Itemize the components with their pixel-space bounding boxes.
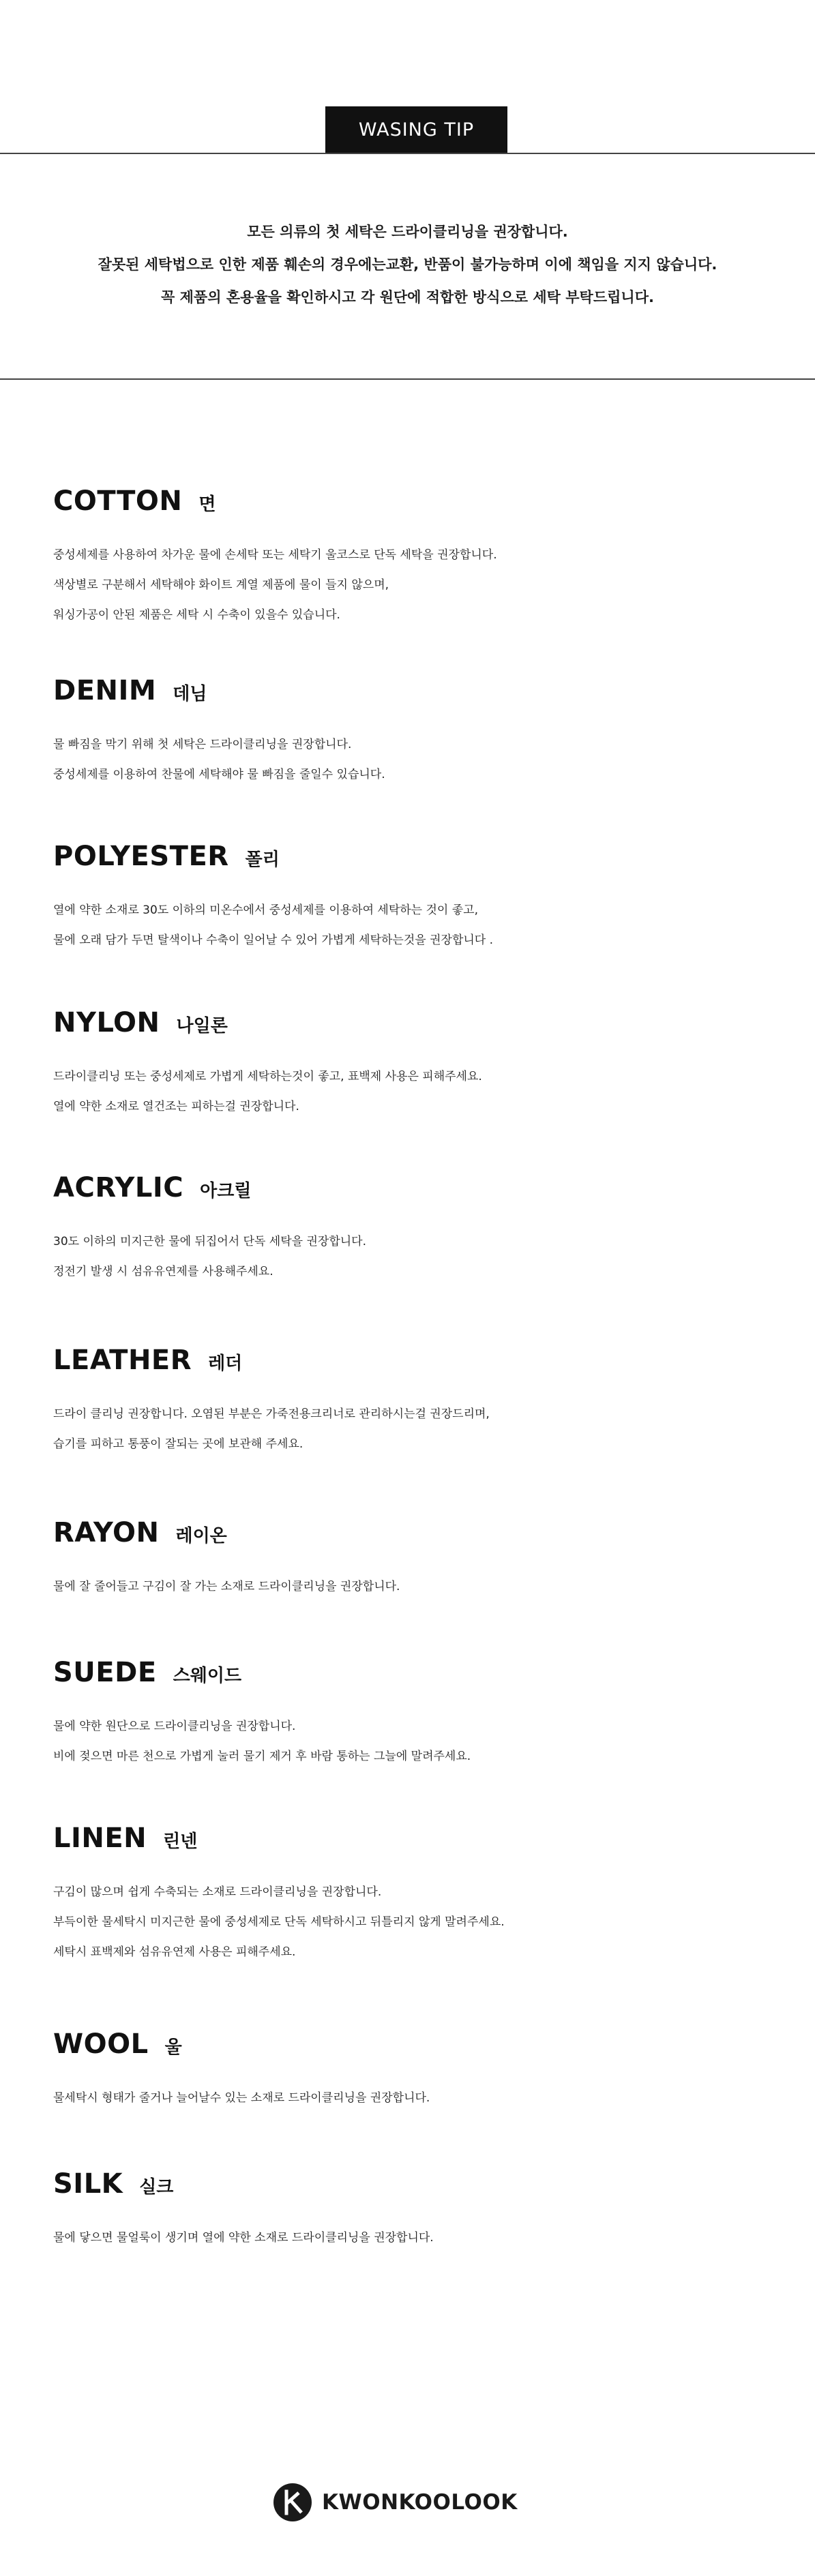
section-text-line: 워싱가공이 안된 제품은 세탁 시 수축이 있을수 있습니다.: [53, 608, 340, 622]
section-acrylic: [53, 1172, 790, 1287]
notice-line: 모든 의류의 첫 세탁은 드라이클리닝을 권장합니다.: [247, 224, 568, 240]
section-text-line: 물에 잘 줄어들고 구김이 잘 가는 소재로 드라이클리닝을 권장합니다.: [53, 1580, 400, 1593]
section-text-line: 중성세제를 이용하여 찬물에 세탁해야 물 빠짐을 줄일수 있습니다.: [53, 768, 385, 781]
section-title-ko: 스웨이드: [173, 1666, 242, 1686]
section-text-line: 물세탁시 형태가 줄거나 늘어날수 있는 소재로 드라이클리닝을 권장합니다.: [53, 2091, 430, 2105]
section-title-ko: 레더: [208, 1353, 243, 1374]
section-text-line: 비에 젖으면 마른 천으로 가볍게 눌러 물기 제거 후 바람 통하는 그늘에 말려주세요.: [53, 1750, 471, 1763]
section-title-ko: 울: [164, 2037, 182, 2058]
section-text-line: 습기를 피하고 통풍이 잘되는 곳에 보관해 주세요.: [53, 1437, 303, 1451]
section-text-line: 세탁시 표백제와 섬유유연제 사용은 피해주세요.: [53, 1945, 296, 1959]
section-text-line: 물 빠짐을 막기 위해 첫 세탁은 드라이클리닝을 권장합니다.: [53, 738, 352, 751]
section-wool: [53, 2028, 790, 2113]
section-cotton: [53, 485, 790, 630]
section-title-en: COTTON: [53, 485, 183, 517]
section-text-line: 정전기 발생 시 섬유유연제를 사용해주세요.: [53, 1265, 273, 1278]
section-text-line: 색상별로 구분해서 세탁해야 화이트 계열 제품에 물이 들지 않으며,: [53, 578, 389, 592]
section-linen: [53, 1823, 790, 1967]
section-title-en: LINEN: [53, 1823, 147, 1854]
wasing-tip-badge: WASING TIP: [325, 106, 507, 153]
section-text-line: 부득이한 물세탁시 미지근한 물에 중성세제로 단독 세탁하시고 뒤틀리지 않게 말려주세요.: [53, 1915, 505, 1929]
washing-notice: [0, 215, 815, 314]
section-text-line: 물에 약한 원단으로 드라이클리닝을 권장합니다.: [53, 1720, 296, 1733]
brand-mark-icon: [273, 2483, 312, 2522]
section-leather: [53, 1345, 790, 1459]
section-text-line: 열에 약한 소재로 열건조는 피하는걸 권장합니다.: [53, 1100, 299, 1113]
section-title-en: LEATHER: [53, 1345, 192, 1376]
section-text-line: 중성세제를 사용하여 차가운 물에 손세탁 또는 세탁기 울코스로 단독 세탁을 권장합니다.: [53, 548, 497, 562]
section-denim: [53, 675, 790, 790]
brand-logo: [273, 2482, 518, 2523]
section-title-en: POLYESTER: [53, 841, 229, 872]
section-text-line: 드라이 클리닝 권장합니다. 오염된 부분은 가죽전용크리너로 관리하시는걸 권장드리며,: [53, 1407, 490, 1421]
section-title-ko: 폴리: [245, 850, 280, 870]
section-title-ko: 나일론: [176, 1016, 228, 1036]
section-title-ko: 데님: [173, 684, 207, 704]
header-divider-line: [0, 153, 815, 154]
notice-divider-line: [0, 378, 815, 380]
section-silk: [53, 2168, 790, 2253]
section-title-ko: 실크: [139, 2177, 174, 2198]
section-polyester: [53, 841, 790, 955]
section-title-en: ACRYLIC: [53, 1172, 184, 1203]
section-title-en: DENIM: [53, 675, 157, 706]
section-rayon: [53, 1517, 790, 1602]
section-title-en: SILK: [53, 2168, 123, 2200]
brand-wordmark: KWONKOOLOOK: [322, 2490, 518, 2515]
section-text-line: 물에 오래 담가 두면 탈색이나 수축이 일어날 수 있어 가볍게 세탁하는것을 권장합니다 .: [53, 933, 494, 947]
section-text-line: 드라이클리닝 또는 중성세제로 가볍게 세탁하는것이 좋고, 표백제 사용은 피해주세요.: [53, 1070, 482, 1083]
section-text-line: 구김이 많으며 쉽게 수축되는 소재로 드라이클리닝을 권장합니다.: [53, 1885, 382, 1899]
section-text-line: 열에 약한 소재로 30도 이하의 미온수에서 중성세제를 이용하여 세탁하는 것이 좋고,: [53, 903, 478, 917]
section-title-en: RAYON: [53, 1517, 160, 1548]
section-text-line: 30도 이하의 미지근한 물에 뒤집어서 단독 세탁을 권장합니다.: [53, 1235, 366, 1248]
section-title-en: WOOL: [53, 2028, 149, 2060]
section-title-ko: 아크릴: [200, 1181, 252, 1201]
section-suede: [53, 1657, 790, 1771]
section-title-ko: 린넨: [163, 1831, 198, 1852]
notice-line: 잘못된 세탁법으로 인한 제품 훼손의 경우에는교환, 반품이 불가능하며 이에 책임을 지지 않습니다.: [98, 256, 717, 273]
section-text-line: 물에 닿으면 물얼룩이 생기며 열에 약한 소재로 드라이클리닝을 권장합니다.: [53, 2231, 434, 2245]
section-title-ko: 면: [198, 494, 216, 515]
section-nylon: [53, 1007, 790, 1122]
section-title-en: SUEDE: [53, 1657, 157, 1688]
section-title-ko: 레이온: [175, 1526, 227, 1546]
section-title-en: NYLON: [53, 1007, 160, 1038]
notice-line: 꼭 제품의 혼용율을 확인하시고 각 원단에 적합한 방식으로 세탁 부탁드립니다.: [161, 289, 654, 305]
